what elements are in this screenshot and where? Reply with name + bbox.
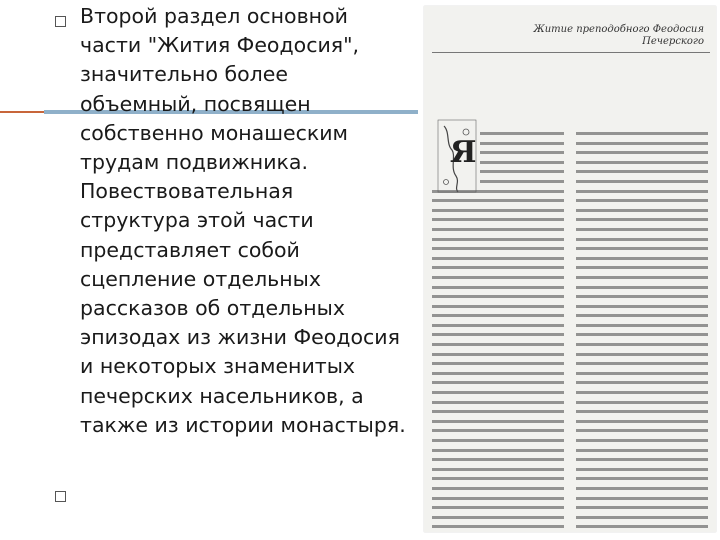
svg-text:Я: Я [450, 135, 477, 170]
scan-header-rule [432, 52, 710, 53]
bullet-square-icon [55, 16, 66, 27]
bullet-square-icon [55, 491, 66, 502]
slide-body-text: Второй раздел основной части "Жития Феодосия", значительно более объемный, посвящен собственно монашеским трудам подвижника. Повествовательная структура этой части представляет собой сцепление отдельных рассказов об отдельных эпизодах из жизни Феодосия и некоторых знаменитых печерских насельников, а также из истории монастыря. [80, 4, 406, 437]
scan-running-header: Житие преподобного Феодосия Печерского [533, 24, 704, 47]
scanned-book-page [424, 6, 716, 532]
scan-text-column-right [576, 132, 708, 532]
scan-text-column-left [432, 132, 564, 532]
accent-tick [0, 111, 44, 113]
